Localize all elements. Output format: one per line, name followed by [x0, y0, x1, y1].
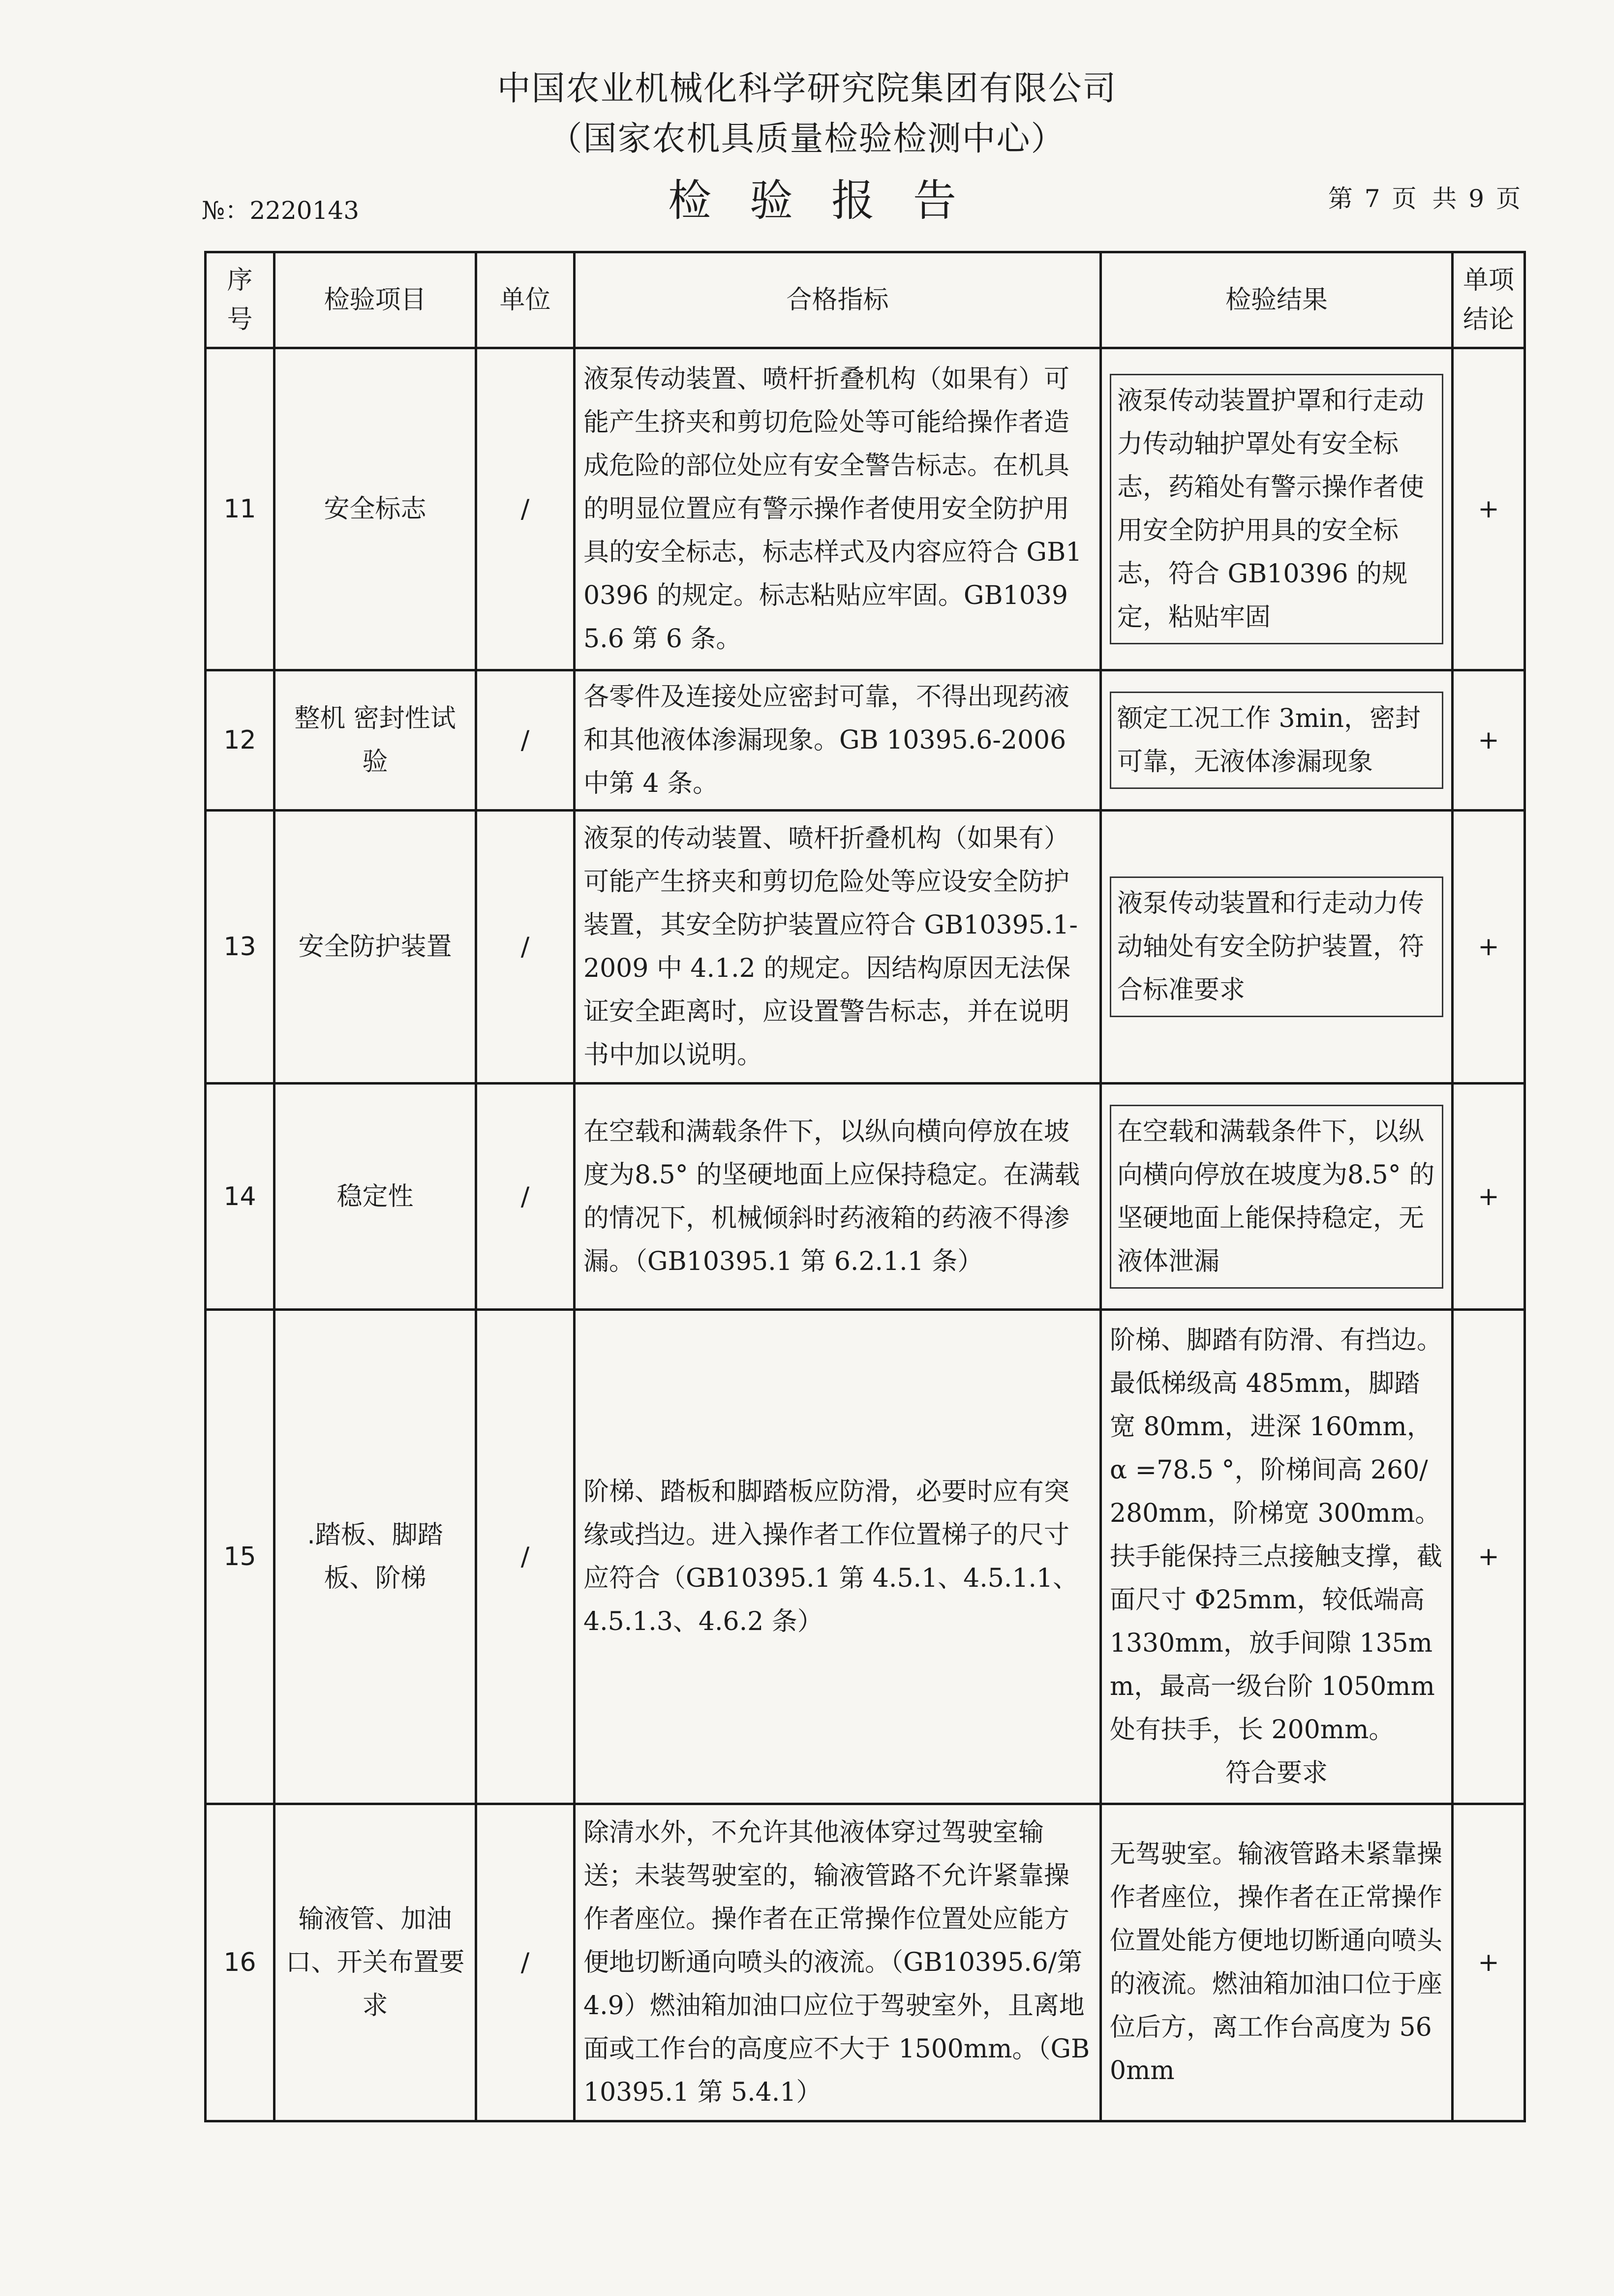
row-result	[1101, 1084, 1453, 1310]
row-result-text: 在空载和满载条件下，以纵向横向停放在坡度为8.5° 的坚硬地面上能保持稳定，无液体泄漏	[1110, 1105, 1443, 1289]
table-row	[206, 1084, 1525, 1310]
page-current: 第 7 页	[1328, 184, 1417, 213]
table-row	[206, 1310, 1525, 1804]
row-standard: 各零件及连接处应密封可靠，不得出现药液和其他液体渗漏现象。GB 10395.6-2006 中第 4 条。	[575, 670, 1101, 811]
row-result-text: 液泵传动装置护罩和行走动力传动轴护罩处有安全标志，药箱处有警示操作者使用安全防护用具的安全标志，符合 GB10396 的规定，粘贴牢固	[1110, 374, 1443, 644]
table-row	[206, 670, 1525, 811]
col-header-item: 检验项目	[274, 252, 476, 348]
row-standard: 液泵的传动装置、喷杆折叠机构（如果有）可能产生挤夹和剪切危险处等应设安全防护装置，其安全防护装置应符合 GB10395.1-2009 中 4.1.2 的规定。因结构原因无法保证安全距离时，应设置警告标志，并在说明书中加以说明。	[575, 811, 1101, 1084]
report-number-value: 2220143	[249, 196, 360, 225]
col-header-unit: 单位	[476, 252, 575, 348]
row-unit: /	[476, 1310, 575, 1804]
row-result	[1101, 1804, 1453, 2121]
row-standard: 阶梯、踏板和脚踏板应防滑，必要时应有突缘或挡边。进入操作者工作位置梯子的尺寸应符合（GB10395.1 第 4.5.1、4.5.1.1、4.5.1.3、4.6.2 条）	[575, 1310, 1101, 1804]
table-row	[206, 811, 1525, 1084]
table-row	[206, 348, 1525, 670]
row-verdict: +	[1453, 348, 1525, 670]
org-name: 中国农业机械化科学研究院集团有限公司	[497, 69, 1117, 108]
row-item: 安全防护装置	[274, 811, 476, 1084]
row-no: 16	[206, 1804, 274, 2121]
row-result-text: 阶梯、脚踏有防滑、有挡边。最低梯级高 485mm，脚踏宽 80mm，进深 160mm，α =78.5 °，阶梯间高 260/280mm，阶梯宽 300mm。扶手能保持三点接触支撑，截面尺寸 Φ25mm，较低端高 1330mm，放手间隙 135mm，最高一级台阶 1050mm 处有扶手，长 200mm。	[1110, 1326, 1443, 1745]
report-number	[202, 191, 359, 226]
row-unit: /	[476, 1804, 575, 2121]
row-no: 15	[206, 1310, 274, 1804]
row-standard: 液泵传动装置、喷杆折叠机构（如果有）可能产生挤夹和剪切危险处等可能给操作者造成危险的部位处应有安全警告标志。在机具的明显位置应有警示操作者使用安全防护用具的安全标志，标志样式及内容应符合 GB10396 的规定。标志粘贴应牢固。GB10395.6 第 6 条。	[575, 348, 1101, 670]
row-verdict: +	[1453, 1804, 1525, 2121]
row-standard: 在空载和满载条件下，以纵向横向停放在坡度为8.5° 的坚硬地面上应保持稳定。在满载的情况下，机械倾斜时药液箱的药液不得渗漏。（GB10395.1 第 6.2.1.1 条）	[575, 1084, 1101, 1310]
row-verdict: +	[1453, 1310, 1525, 1804]
row-item: 安全标志	[274, 348, 476, 670]
page-info	[1324, 179, 1521, 214]
row-no: 13	[206, 811, 274, 1084]
report-number-label: №：	[202, 196, 250, 225]
row-result-text: 额定工况工作 3min，密封可靠，无液体渗漏现象	[1110, 692, 1443, 789]
row-result-text: 无驾驶室。输液管路未紧靠操作者座位，操作者在正常操作位置处能方便地切断通向喷头的液流。燃油箱加油口位于座位后方，离工作台高度为 560mm	[1110, 1840, 1443, 2085]
row-standard: 除清水外，不允许其他液体穿过驾驶室输送；未装驾驶室的，输液管路不允许紧靠操作者座位。操作者在正常操作位置处应能方便地切断通向喷头的液流。（GB10395.6/第 4.9）燃油箱加油口应位于驾驶室外，且离地面或工作台的高度应不大于 1500mm。（GB10395.1 第 5.4.1）	[575, 1804, 1101, 2121]
page-total: 共 9 页	[1432, 184, 1521, 213]
row-no: 12	[206, 670, 274, 811]
table-header-row	[206, 252, 1525, 348]
row-result	[1101, 670, 1453, 811]
row-item: 整机 密封性试验	[274, 670, 476, 811]
row-unit: /	[476, 670, 575, 811]
row-result	[1101, 1310, 1453, 1804]
row-verdict: +	[1453, 811, 1525, 1084]
row-unit: /	[476, 348, 575, 670]
report-title: 检验报告	[668, 175, 995, 226]
center-name: （国家农机具质量检验检测中心）	[548, 120, 1066, 158]
row-item: 输液管、加油口、开关布置要求	[274, 1804, 476, 2121]
col-header-no: 序号	[206, 252, 274, 348]
table-row	[206, 1804, 1525, 2121]
row-verdict: +	[1453, 670, 1525, 811]
row-result-conclusion: 符合要求	[1225, 1758, 1328, 1788]
row-no: 11	[206, 348, 274, 670]
row-unit: /	[476, 1084, 575, 1310]
row-result	[1101, 811, 1453, 1084]
row-result	[1101, 348, 1453, 670]
row-item: 稳定性	[274, 1084, 476, 1310]
row-verdict: +	[1453, 1084, 1525, 1310]
row-unit: /	[476, 811, 575, 1084]
row-item: .踏板、脚踏板、阶梯	[274, 1310, 476, 1804]
col-header-verdict: 单项结论	[1453, 252, 1525, 348]
row-no: 14	[206, 1084, 274, 1310]
row-result-text: 液泵传动装置和行走动力传动轴处有安全防护装置，符合标准要求	[1110, 876, 1443, 1017]
col-header-standard: 合格指标	[575, 252, 1101, 348]
inspection-table	[204, 251, 1526, 2122]
col-header-result: 检验结果	[1101, 252, 1453, 348]
